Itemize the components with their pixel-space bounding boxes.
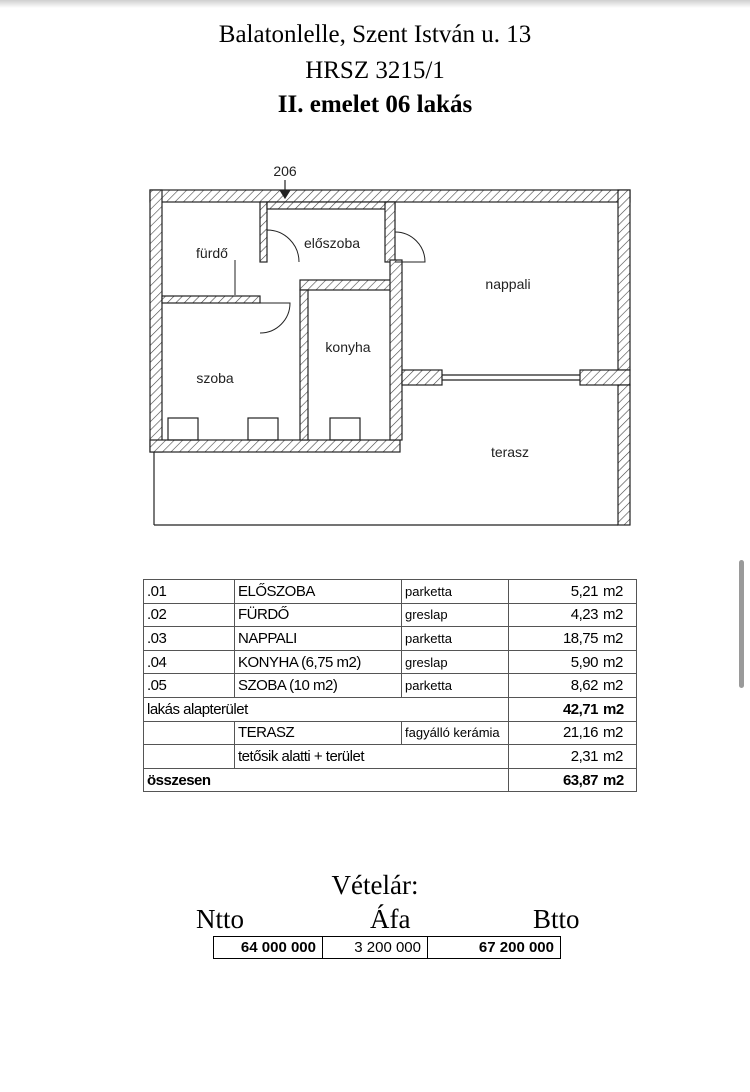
- terasz-unit: m2: [601, 721, 637, 745]
- base-area-label: lakás alapterület: [144, 697, 509, 721]
- table-row: [144, 603, 637, 627]
- total-label: összesen: [144, 768, 509, 792]
- room-unit: m2: [601, 580, 637, 604]
- room-area: 18,75: [509, 627, 602, 651]
- terasz-name: TERASZ: [235, 721, 402, 745]
- room-label-eloszoba: előszoba: [303, 235, 361, 251]
- hrsz-title: HRSZ 3215/1: [305, 57, 445, 84]
- vat-price: 3 200 000: [323, 937, 428, 959]
- empty-cell: [144, 721, 235, 745]
- room-material: parketta: [402, 580, 509, 604]
- room-name: NAPPALI: [235, 627, 402, 651]
- room-area: 4,23: [509, 603, 602, 627]
- attic-area: 2,31: [509, 745, 602, 769]
- net-label: Ntto: [196, 904, 245, 934]
- room-material: greslap: [402, 603, 509, 627]
- table-row: [144, 674, 637, 698]
- total-unit: m2: [601, 768, 637, 792]
- table-row: [144, 580, 637, 604]
- gross-price: 67 200 000: [428, 937, 561, 959]
- terasz-area: 21,16: [509, 721, 602, 745]
- room-code: .03: [144, 627, 235, 651]
- price-title: Vételár:: [331, 870, 419, 900]
- scrollbar[interactable]: [739, 560, 744, 688]
- terasz-row: [144, 721, 637, 745]
- room-code: .01: [144, 580, 235, 604]
- walls: [150, 190, 630, 525]
- floor-plan: [140, 160, 640, 540]
- address-title: Balatonlelle, Szent István u. 13: [218, 21, 532, 48]
- room-material: parketta: [402, 674, 509, 698]
- room-label-nappali: nappali: [485, 276, 531, 292]
- room-material: greslap: [402, 650, 509, 674]
- table-row: [144, 627, 637, 651]
- terasz-material: fagyálló kerámia: [402, 721, 509, 745]
- room-unit: m2: [601, 650, 637, 674]
- vat-label: Áfa: [370, 904, 411, 934]
- room-name: ELŐSZOBA: [235, 580, 402, 604]
- room-area: 5,90: [509, 650, 602, 674]
- room-name: KONYHA (6,75 m2): [235, 650, 402, 674]
- room-material: parketta: [402, 627, 509, 651]
- total-area: 63,87: [509, 768, 602, 792]
- room-code: .04: [144, 650, 235, 674]
- price-table: [213, 936, 561, 959]
- dimension-label: 206: [273, 163, 297, 179]
- base-area-row: [144, 697, 637, 721]
- attic-unit: m2: [601, 745, 637, 769]
- room-code: .05: [144, 674, 235, 698]
- room-label-szoba: szoba: [196, 370, 234, 386]
- net-price: 64 000 000: [214, 937, 323, 959]
- room-label-konyha: konyha: [325, 339, 371, 355]
- total-row: [144, 768, 637, 792]
- room-unit: m2: [601, 627, 637, 651]
- price-row: [214, 937, 561, 959]
- room-name: FÜRDŐ: [235, 603, 402, 627]
- room-code: .02: [144, 603, 235, 627]
- top-edge: [0, 0, 750, 8]
- empty-cell: [144, 745, 235, 769]
- table-row: [144, 650, 637, 674]
- room-label-terasz: terasz: [490, 444, 530, 460]
- unit-title: II. emelet 06 lakás: [277, 91, 473, 118]
- area-table: [143, 579, 637, 792]
- room-unit: m2: [601, 603, 637, 627]
- room-area: 5,21: [509, 580, 602, 604]
- base-area-unit: m2: [601, 697, 637, 721]
- attic-row: [144, 745, 637, 769]
- gross-label: Btto: [533, 904, 580, 934]
- room-unit: m2: [601, 674, 637, 698]
- base-area-value: 42,71: [509, 697, 602, 721]
- room-label-furdo: fürdő: [196, 245, 228, 261]
- attic-name: tetősik alatti + terület: [235, 745, 509, 769]
- room-area: 8,62: [509, 674, 602, 698]
- room-name: SZOBA (10 m2): [235, 674, 402, 698]
